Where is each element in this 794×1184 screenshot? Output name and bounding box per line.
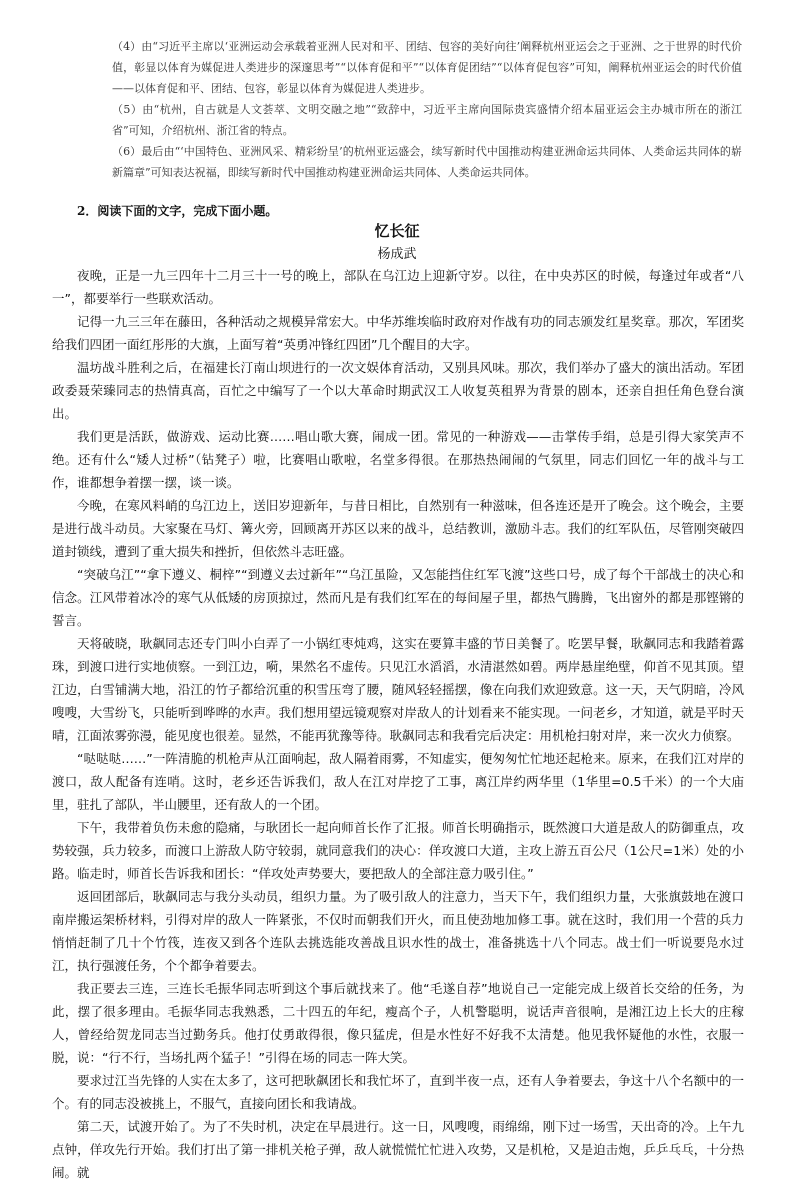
paragraph: 天将破晓，耿飙同志还专门叫小白弄了一小锅红枣炖鸡，这实在要算丰盛的节日美餐了。吃罢早餐，耿飙同志和我踏着露珠，到渡口进行实地侦察。一到江边，嗬，果然名不虚传。只见江水滔滔，水清湛然如碧。两岸悬崖绝壁，仰首不见其顶。望江边，白雪铺满大地，沿江的竹子都给沉重的积雪压弯了腰，随风轻轻摇摆，像在向我们欢迎致意。这一天，天气阴暗，冷风嗖嗖，大雪纷飞，只能听到哗哗的水声。我们想用望远镜观察对岸敌人的计划看来不能实现。一问老乡，才知道，就是平时天晴，江面浓雾弥漫，能见度也很差。显然，不能再犹豫等待。耿飙同志和我看完后决定：用机枪扫射对岸，来一次火力侦察。: [52, 636, 744, 743]
article-body: [52, 264, 744, 1184]
paragraph: “哒哒哒……”一阵清脆的机枪声从江面响起，敌人隔着雨雾，不知虚实，便匆匆忙忙地还起枪来。原来，在我们江对岸的渡口，敌人配备有连哨。这时，老乡还告诉我们，敌人在江对岸挖了工事，离江岸约两华里（1华里=0.5千米）的一个大庙里，驻扎了部队，半山腰里，还有敌人的一个团。: [52, 751, 744, 812]
paragraph: 我们更是活跃，做游戏、运动比赛……唱山歌大赛，闹成一团。常见的一种游戏——击掌传手绢，总是引得大家笑声不绝。还有什么“矮人过桥”（钻凳子）啦，比赛唱山歌啦，名堂多得很。在那热热闹闹的气氛里，同志们回忆一年的战斗与工作，谁都想争着摆一摆，谈一谈。: [52, 429, 744, 490]
paragraph: 温坊战斗胜利之后，在福建长汀南山坝进行的一次文娱体育活动，又别具风味。那次，我们举办了盛大的演出活动。军团政委聂荣臻同志的热情真高，百忙之中编写了一个以大革命时期武汉工人收复英租界为背景的剧本，还亲自担任角色登台演出。: [52, 360, 744, 421]
answer-item-6: （6）最后由“‘中国特色、亚洲风采、精彩纷呈’的杭州亚运盛会，续写新时代中国推动构建亚洲命运共同体、人类命运共同体的崭新篇章”可知表达祝福，即续写新时代中国推动构建亚洲命运共同体、人类命运共同体。: [112, 145, 742, 179]
paragraph: 返回团部后，耿飙同志与我分头动员，组织力量。为了吸引敌人的注意力，当天下午，我们组织力量，大张旗鼓地在渡口南岸搬运架桥材料，引得对岸的敌人一阵紧张，不仅时而朝我们开火，而且使劲地加修工事。就在这时，我们用一个营的兵力悄悄赶制了几十个竹筏，连夜又到各个连队去挑选能攻善战且识水性的战士，准备挑选十八个同志。战士们一听说要凫水过江，执行强渡任务，个个都争着要去。: [52, 889, 744, 973]
paragraph: “突破乌江”“拿下遵义、桐梓”“到遵义去过新年”“乌江虽险，又怎能挡住红军飞渡”这些口号，成了每个干部战士的决心和信念。江风带着冰冷的寒气从低矮的房顶掠过，然而凡是有我们红军在的每间屋子里，都热气腾腾，飞出窗外的都是那铿锵的誓言。: [52, 567, 744, 628]
paragraph: 记得一九三三年在藤田，各种活动之规模异常宏大。中华苏维埃临时政府对作战有功的同志颁发红星奖章。那次，军团奖给我们四团一面红彤彤的大旗，上面写着“英勇冲锋红四团”几个醒目的大字。: [52, 314, 744, 352]
answer-explanations: [112, 36, 742, 183]
paragraph: 要求过江当先锋的人实在太多了，这可把耿飙团长和我忙坏了，直到半夜一点，还有人争着要去，争这十八个名额中的一个。有的同志没被挑上，不服气，直接向团长和我请战。: [52, 1073, 744, 1111]
answer-item-5: （5）由“杭州，自古就是人文荟萃、文明交融之地”“致辞中，习近平主席向国际贵宾盛情介绍本届亚运会主办城市所在的浙江省”可知，介绍杭州、浙江省的特点。: [112, 103, 742, 137]
paragraph: 我正要去三连，三连长毛振华同志听到这个事后就找来了。他“毛遂自荐”地说自己一定能完成上级首长交给的任务，为此，摆了很多理由。毛振华同志我熟悉，二十四五的年纪，瘦高个子，人机警聪明，说话声音很响，是湘江边上长大的庄稼人，曾经给贺龙同志当过勤务兵。他打仗勇敢得很，像只猛虎，但是水性好不好我不太清楚。他见我怀疑他的水性，衣服一脱，说：“行不行，当场扎两个猛子！”引得在场的同志一阵大笑。: [52, 981, 744, 1065]
question-heading: 2．阅读下面的文字，完成下面小题。: [77, 204, 278, 218]
paragraph: 第二天，试渡开始了。为了不失时机，决定在早晨进行。这一日，风嗖嗖，雨绵绵，刚下过一场雪，天出奇的冷。上午九点钟，佯攻先行开始。我们打出了第一排机关枪子弹，敌人就慌慌忙忙进入攻势，又是机枪，又是迫击炮，乒乒乓乓，十分热闹。就: [52, 1119, 744, 1180]
article-title: 忆长征: [374, 222, 420, 240]
answer-item-4: （4）由“习近平主席以‘亚洲运动会承载着亚洲人民对和平、团结、包容的美好向往’阐释杭州亚运会之于亚洲、之于世界的时代价值，彰显以体育为媒促进人类进步的深邃思考”“以体育促和平”“以体育促团结”“以体育促包容”可知，阐释杭州亚运会的时代价值——以体育促和平、团结、包容，彰显以体育为媒促进人类进步。: [112, 40, 742, 95]
paragraph: 今晚，在寒风料峭的乌江边上，送旧岁迎新年，与昔日相比，自然别有一种滋味，但各连还是开了晚会。这个晚会，主要是进行战斗动员。大家聚在马灯、篝火旁，回顾离开苏区以来的战斗，总结教训，激励斗志。我们的红军队伍，尽管刚突破四道封锁线，遭到了重大损失和挫折，但依然斗志旺盛。: [52, 498, 744, 559]
article-author: 杨成武: [377, 247, 417, 262]
paragraph: 夜晚，正是一九三四年十二月三十一号的晚上，部队在乌江边上迎新守岁。以往，在中央苏区的时候，每逢过年或者“八一”，都要举行一些联欢活动。: [52, 268, 744, 306]
paragraph: 下午，我带着负伤未愈的隐痛，与耿团长一起向师首长作了汇报。师首长明确指示，既然渡口大道是敌人的防御重点，攻势较强，兵力较多，而渡口上游敌人防守较弱，就同意我们的决心：佯攻渡口大道，主攻上游五百公尺（1公尺=1米）处的小路。临走时，师首长告诉我和团长：“佯攻处声势要大，要把敌人的全部注意力吸引住。”: [52, 820, 744, 881]
